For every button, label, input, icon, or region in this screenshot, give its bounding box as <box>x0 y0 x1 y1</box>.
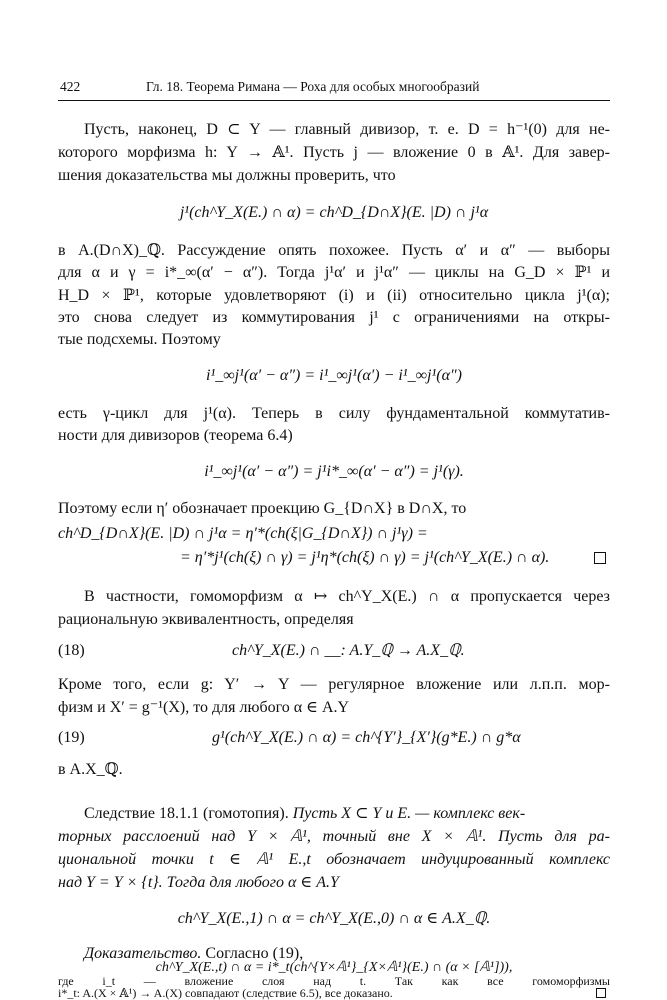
text-line: Кроме того, если g: Y′ → Y — регулярное вложение или л.п.п. мор- <box>58 676 610 693</box>
corollary-line <box>84 804 610 824</box>
text-line: ности для дивизоров (теорема 6.4) <box>58 427 293 444</box>
corollary-heading: Следствие 18.1.1 (гомотопия). <box>84 805 289 822</box>
text-line: где i_t — вложение слоя над t. Так как все гомоморфизмы <box>58 975 610 988</box>
display-equation: ch^Y_X(E.) ∩ __: A.Y_ℚ → A.X_ℚ. <box>232 642 465 659</box>
display-equation: j¹(ch^Y_X(E.) ∩ α) = ch^D_{D∩X}(E. |D) ∩ j¹α <box>179 204 489 221</box>
text-line: Поэтому если η′ обозначает проекцию G_{D∩X} в D∩X, то <box>58 500 467 517</box>
text-line: для α и γ = i*_∞(α′ − α″). Тогда j¹α′ и j¹α″ — циклы на G_D × ℙ¹ и <box>58 264 610 281</box>
text-line: рациональную эквивалентность, определяя <box>58 611 354 628</box>
display-equation: ch^Y_X(E.,1) ∩ α = ch^Y_X(E.,0) ∩ α ∈ A.X_ℚ. <box>177 910 491 927</box>
equation-line: ch^D_{D∩X}(E. |D) ∩ j¹α = η′*(ch(ξ|G_{D∩X}) ∩ j¹γ) = <box>58 525 428 542</box>
page-header <box>60 77 608 99</box>
corollary-statement: Пусть X ⊂ Y и E. — комплекс век- <box>292 805 526 822</box>
text-line: которого морфизма h: Y → 𝔸¹. Пусть j — вложение 0 в 𝔸¹. Для завер- <box>58 144 610 161</box>
text-line: в A.X_ℚ. <box>58 761 123 778</box>
text-line: это снова следует из коммутирования j¹ с ограничениями на откры- <box>58 309 610 326</box>
equation-number: (18) <box>58 642 85 659</box>
qed-square-icon <box>594 552 606 564</box>
proof-heading: Доказательство. <box>84 945 202 962</box>
display-equation: g¹(ch^Y_X(E.) ∩ α) = ch^{Y′}_{X′}(g*E.) ∩ g*α <box>212 729 521 746</box>
text-line: торных расслоений над Y × 𝔸¹, точный вне X × 𝔸¹. Пусть для ра- <box>58 828 610 845</box>
equation-line: = η′*j¹(ch(ξ) ∩ γ) = j¹η*(ch(ξ) ∩ γ) = j¹(ch^Y_X(E.) ∩ α). <box>180 549 550 566</box>
text-line: В частности, гомоморфизм α ↦ ch^Y_X(E.) ∩ α пропускается через <box>84 588 610 605</box>
page-number: 422 <box>60 79 81 94</box>
text-line: циональной точки t ∈ 𝔸¹ E.,t обозначает индуцированный комплекс <box>58 851 610 868</box>
display-equation: i¹_∞j¹(α′ − α″) = j¹i*_∞(α′ − α″) = j¹(γ). <box>204 463 464 480</box>
text-line: тые подсхемы. Поэтому <box>58 331 221 348</box>
text-line: шения доказательства мы должны проверить, что <box>58 167 396 184</box>
running-title: Гл. 18. Теорема Римана — Роха для особых многообразий <box>146 79 480 94</box>
qed-square-icon <box>596 988 606 998</box>
display-equation: ch^Y_X(E.,t) ∩ α = i*_t(ch^{Y×𝔸¹}_{X×𝔸¹}(E.) ∩ (α × [𝔸¹])), <box>155 960 513 975</box>
text-line: физм и X′ = g⁻¹(X), то для любого α ∈ A.Y <box>58 699 350 716</box>
text-line: i*_t: A.(X × 𝔸¹) → A.(X) совпадают (следствие 6.5), все доказано. <box>58 987 393 1000</box>
text-line: H_D × ℙ¹, которые удовлетворяют (i) и (ii) относительно цикла j¹(α); <box>58 287 610 304</box>
proof-text: Согласно (19), <box>205 945 304 962</box>
text-line: есть γ-цикл для j¹(α). Теперь в силу фундаментальной коммутатив- <box>58 405 610 422</box>
text-line: над Y = Y × {t}. Тогда для любого α ∈ A.Y <box>58 874 339 891</box>
display-equation: i¹_∞j¹(α′ − α″) = i¹_∞j¹(α′) − i¹_∞j¹(α″) <box>206 367 462 384</box>
equation-number: (19) <box>58 729 85 746</box>
header-rule <box>58 100 610 101</box>
text-line: в A.(D∩X)_ℚ. Рассуждение опять похожее. Пусть α′ и α″ — выборы <box>58 242 610 259</box>
text-line: Пусть, наконец, D ⊂ Y — главный дивизор, т. е. D = h⁻¹(0) для не- <box>84 121 610 138</box>
